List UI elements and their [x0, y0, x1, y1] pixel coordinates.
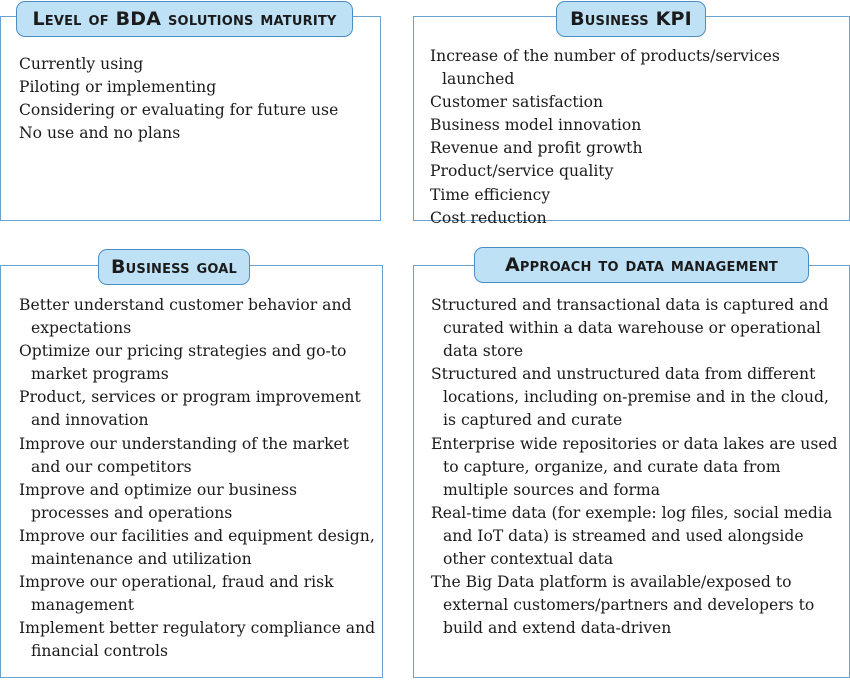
maturity-list	[19, 53, 374, 145]
list-item: Cost reduction	[430, 208, 547, 227]
list-item: Considering or evaluating for future use	[19, 101, 339, 120]
list-item: Piloting or implementing	[19, 78, 217, 97]
data-management-title: Approach to data management	[474, 247, 809, 283]
maturity-title: Level of BDA solutions maturity	[16, 1, 353, 37]
list-item: Product/service quality	[430, 162, 614, 181]
kpi-panel	[413, 16, 850, 227]
list-item: No use and no plans	[19, 124, 181, 143]
list-item: Customer satisfaction	[430, 93, 604, 112]
list-item: Improve our understanding of the market and our competitors	[19, 434, 350, 476]
list-item: Implement better regulatory compliance and financial controls	[19, 619, 376, 661]
kpi-title: Business KPI	[556, 1, 706, 37]
list-item: Structured and transactional data is captured and curated within a data warehouse or operational data store	[431, 296, 829, 361]
list-item: Structured and unstructured data from different locations, including on-premise and in the cloud, is captured and curate	[431, 365, 829, 430]
list-item: Enterprise wide repositories or data lakes are used to capture, organize, and curate data from multiple sources and forma	[431, 434, 838, 499]
list-item: Improve and optimize our business processes and operations	[19, 480, 297, 522]
list-item: Time efficiency	[430, 185, 551, 204]
kpi-list	[430, 45, 848, 230]
list-item: Improve our operational, fraud and risk management	[19, 573, 334, 615]
goal-title: Business goal	[98, 249, 250, 285]
list-item: Product, services or program improvement and innovation	[19, 388, 361, 430]
list-item: The Big Data platform is available/exposed to external customers/partners and developers to build and extend data-driven	[431, 573, 815, 638]
data-management-panel	[413, 265, 850, 678]
list-item: Currently using	[19, 55, 144, 73]
list-item: Business model innovation	[430, 116, 642, 135]
data-management-list	[431, 294, 846, 640]
goal-panel	[0, 265, 383, 678]
maturity-panel	[0, 16, 381, 221]
list-item: Real-time data (for exemple: log files, social media and IoT data) is streamed and used alongside other contextual data	[431, 503, 833, 569]
goal-list	[19, 294, 377, 664]
list-item: Improve our facilities and equipment design, maintenance and utilization	[19, 526, 375, 569]
list-item: Increase of the number of products/services launched	[430, 47, 780, 89]
list-item: Optimize our pricing strategies and go-to market programs	[19, 342, 347, 384]
list-item: Better understand customer behavior and expectations	[19, 296, 352, 338]
list-item: Revenue and profit growth	[430, 139, 643, 158]
